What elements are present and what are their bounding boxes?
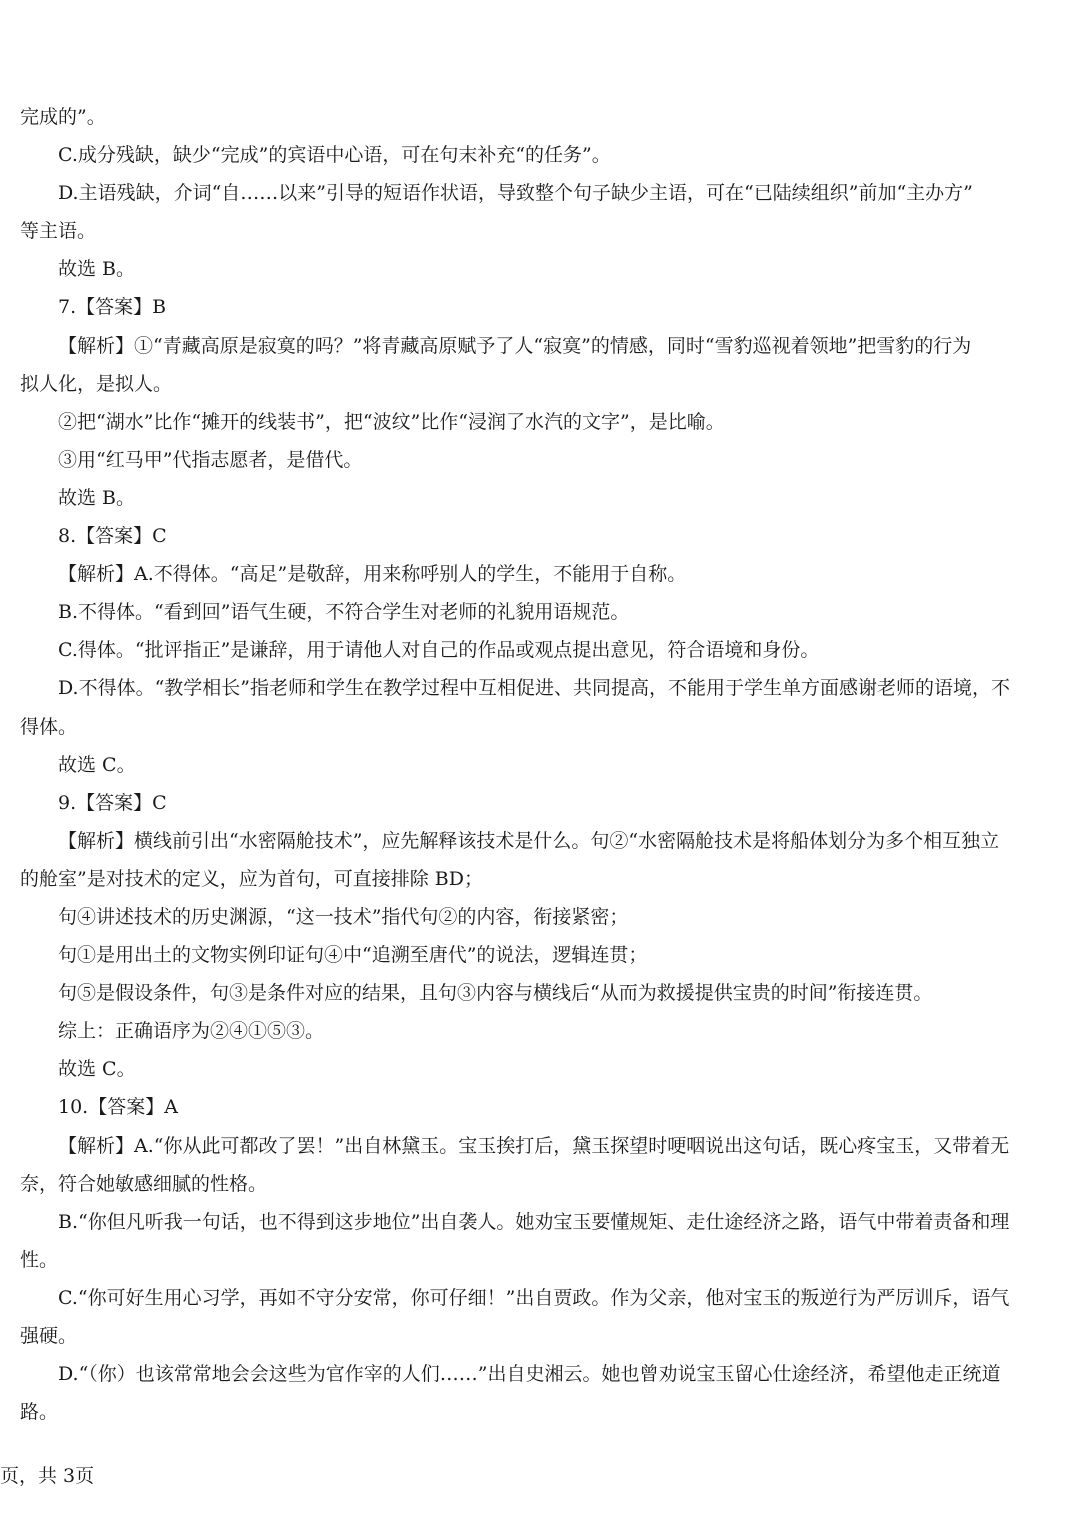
text-line: D.不得体。“教学相长”指老师和学生在教学过程中互相促进、共同提高，不能用于学生单方面感谢老师的语境，不: [58, 677, 1011, 700]
text-line: 完成的”。: [20, 106, 106, 128]
text-line: 拟人化，是拟人。: [20, 372, 173, 395]
text-line: D.主语残缺，介词“自……以来”引导的短语作状语，导致整个句子缺少主语，可在“已陆续组织”前加“主办方”: [58, 182, 973, 205]
page-footer: 页，共 3页: [0, 1465, 95, 1487]
text-line: 句④讲述技术的历史渊源，“这一技术”指代句②的内容，衔接紧密；: [58, 905, 629, 928]
text-line: B.不得体。“看到回”语气生硬，不符合学生对老师的礼貌用语规范。: [58, 601, 630, 624]
text-line: 等主语。: [20, 220, 97, 243]
text-line: 10.【答案】A: [58, 1096, 178, 1119]
text-line: 9.【答案】C: [58, 791, 167, 814]
text-line: 故选 B。: [58, 258, 136, 281]
text-line: 8.【答案】C: [58, 525, 167, 548]
text-line: C.“你可好生用心习学，再如不守分安常，你可仔细！”出自贾政。作为父亲，他对宝玉的叛逆行为严厉训斥，语气: [58, 1286, 1010, 1309]
answer-analysis-text: [20, 98, 1030, 1431]
text-line: 故选 C。: [58, 753, 136, 776]
text-line: 【解析】A.不得体。“高足”是敬辞，用来称呼别人的学生，不能用于自称。: [58, 563, 687, 586]
text-line: 句①是用出土的文物实例印证句④中“追溯至唐代”的说法，逻辑连贯；: [58, 944, 648, 967]
text-line: 故选 C。: [58, 1058, 136, 1081]
text-line: 句⑤是假设条件，句③是条件对应的结果，且句③内容与横线后“从而为救援提供宝贵的时间”衔接连贯。: [58, 982, 933, 1005]
text-line: B.“你但凡听我一句话，也不得到这步地位”出自袭人。她劝宝玉要懂规矩、走仕途经济之路，语气中带着责备和理: [58, 1210, 1010, 1233]
text-line: 故选 B。: [58, 486, 136, 509]
text-line: 【解析】①“青藏高原是寂寞的吗？”将青藏高原赋予了人“寂寞”的情感，同时“雪豹巡视着领地”把雪豹的行为: [58, 334, 972, 357]
text-line: 7.【答案】B: [58, 296, 167, 319]
text-line: C.成分残缺，缺少“完成”的宾语中心语，可在句末补充“的任务”。: [58, 144, 611, 167]
text-line: 【解析】横线前引出“水密隔舱技术”，应先解释该技术是什么。句②“水密隔舱技术是将船体划分为多个相互独立: [58, 829, 1000, 852]
text-line: 【解析】A.“你从此可都改了罢！”出自林黛玉。宝玉挨打后，黛玉探望时哽咽说出这句话，既心疼宝玉，又带着无: [58, 1134, 1010, 1157]
text-line: 奈，符合她敏感细腻的性格。: [20, 1172, 268, 1195]
text-line: 得体。: [20, 715, 78, 738]
text-line: 路。: [20, 1401, 59, 1424]
text-line: ②把“湖水”比作“摊开的线装书”，把“波纹”比作“浸润了水汽的文字”，是比喻。: [58, 410, 725, 433]
text-line: 性。: [20, 1248, 59, 1271]
text-line: ③用“红马甲”代指志愿者，是借代。: [58, 448, 363, 471]
text-line: 综上：正确语序为②④①⑤③。: [58, 1020, 325, 1043]
text-line: 的舱室”是对技术的定义，应为首句，可直接排除 BD；: [20, 867, 483, 890]
text-line: D.“（你）也该常常地会会这些为官作宰的人们……”出自史湘云。她也曾劝说宝玉留心仕途经济，希望他走正统道: [58, 1363, 1001, 1386]
text-line: C.得体。“批评指正”是谦辞，用于请他人对自己的作品或观点提出意见，符合语境和身份。: [58, 639, 820, 662]
text-line: 强硬。: [20, 1325, 78, 1347]
